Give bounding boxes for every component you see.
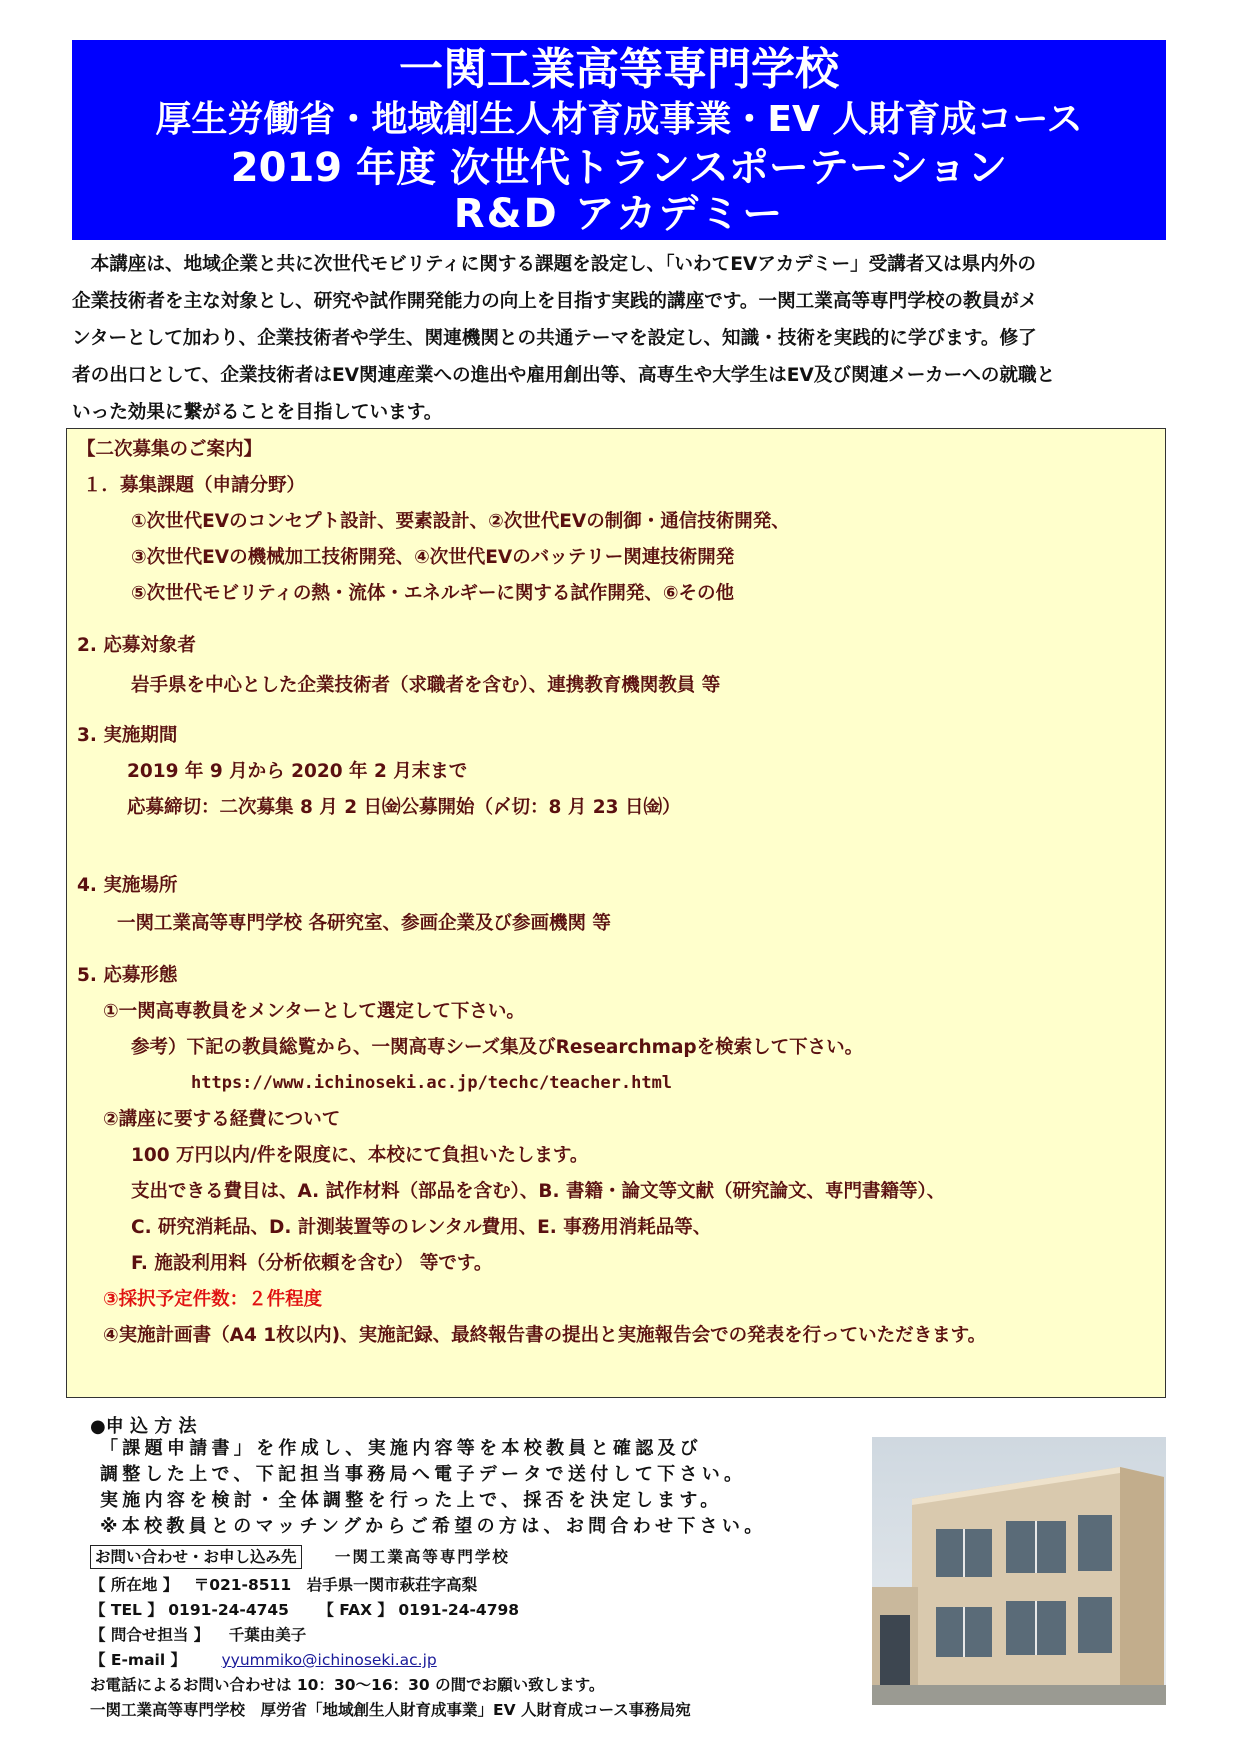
tel-label: 【 TEL 】 bbox=[90, 1601, 163, 1619]
person-label: 【 問合せ担当 】 bbox=[90, 1626, 210, 1644]
intro-line: いった効果に繋がることを目指しています。 bbox=[72, 402, 443, 423]
reporting-requirement: ④実施計画書（A4 1枚以内)、実施記録、最終報告書の提出と実施報告会での発表を行っていただきます。 bbox=[103, 1325, 987, 1346]
expenses-line: 支出できる費目は、A. 試作材料（部品を含む）、B. 書籍・論文等文献（研究論文、専門書籍等）、 bbox=[131, 1181, 946, 1202]
contact-school: 一関工業高等専門学校 bbox=[334, 1548, 510, 1566]
section-4-title: 4. 実施場所 bbox=[77, 875, 178, 896]
application-line: 実施内容を検討・全体調整を行った上で、採否を決定します。 bbox=[100, 1490, 723, 1511]
expenses-line: F. 施設利用料（分析依頼を含む） 等です。 bbox=[131, 1253, 493, 1274]
address-label: 【 所在地 】 bbox=[90, 1576, 179, 1594]
program-title: 厚生労働省・地域創生人材育成事業・EV 人財育成コース bbox=[155, 99, 1083, 140]
school-name-title: 一関工業高等専門学校 bbox=[399, 44, 839, 95]
contact-phone-row bbox=[90, 1603, 519, 1619]
email-link[interactable]: yyummiko@ichinoseki.ac.jp bbox=[221, 1651, 437, 1669]
application-method-body bbox=[100, 1436, 767, 1540]
expenses-line: 100 万円以内/件を限度に、本校にて負担いたします。 bbox=[131, 1145, 589, 1166]
topic-line: ⑤次世代モビリティの熱・流体・エネルギーに関する試作開発、⑥その他 bbox=[131, 583, 734, 604]
topic-line: ①次世代EVのコンセプト設計、要素設計、②次世代EVの制御・通信技術開発、 bbox=[131, 511, 790, 532]
deadline-text: 応募締切：二次募集 8 月 2 日㈮公募開始（〆切：8 月 23 日㈮） bbox=[127, 797, 681, 818]
application-method-heading: ●申 込 方 法 bbox=[90, 1416, 197, 1437]
mentor-instruction: ①一関高専教員をメンターとして選定して下さい。 bbox=[103, 1001, 525, 1022]
contact-person-row bbox=[90, 1628, 306, 1644]
contact-header bbox=[90, 1550, 510, 1566]
expenses-heading: ②講座に要する経費について bbox=[103, 1109, 341, 1130]
academy-title-line1: 2019 年度 次世代トランスポーテーション bbox=[230, 145, 1008, 191]
tel-value: 0191-24-4745 bbox=[168, 1601, 289, 1619]
email-label: 【 E-mail 】 bbox=[90, 1651, 187, 1669]
topic-line: ③次世代EVの機械加工技術開発、④次世代EVのバッテリー関連技術開発 bbox=[131, 547, 735, 568]
recruitment-box bbox=[66, 428, 1166, 1398]
fax-value: 0191-24-4798 bbox=[398, 1601, 520, 1619]
expenses-line: C. 研究消耗品、D. 計測装置等のレンタル費用、E. 事務用消耗品等、 bbox=[131, 1217, 712, 1238]
location-text: 一関工業高等専門学校 各研究室、参画企業及び参画機関 等 bbox=[117, 913, 611, 934]
address-value: 〒021-8511 岩手県一関市萩荘字高梨 bbox=[193, 1576, 478, 1594]
application-line: 「課題申請書」を作成し、実施内容等を本校教員と確認及び bbox=[100, 1438, 703, 1459]
section-1-title: １．募集課題（申請分野） bbox=[83, 475, 306, 496]
phone-hours-note: お電話によるお問い合わせは 10：30～16：30 の間でお願い致します。 bbox=[90, 1676, 605, 1694]
adoption-count: ③採択予定件数：２件程度 bbox=[103, 1289, 323, 1310]
section-2-title: 2. 応募対象者 bbox=[77, 635, 196, 656]
intro-line: 企業技術者を主な対象とし、研究や試作開発能力の向上を目指す実践的講座です。一関工業高等専門学校の教員がメ bbox=[72, 291, 1038, 312]
title-banner bbox=[72, 40, 1166, 240]
person-value: 千葉由美子 bbox=[228, 1626, 307, 1644]
contact-email-row bbox=[90, 1653, 437, 1669]
intro-line: 者の出口として、企業技術者はEV関連産業への進出や雇用創出等、高専生や大学生はEV及び関連メーカーへの就職と bbox=[72, 365, 1056, 386]
intro-line: 本講座は、地域企業と共に次世代モビリティに関する課題を設定し、「いわてEVアカデミー」受講者又は県内外の bbox=[72, 254, 1037, 275]
application-line: 調整した上で、下記担当事務局へ電子データで送付して下さい。 bbox=[100, 1464, 747, 1485]
period-text: 2019 年 9 月から 2020 年 2 月末まで bbox=[127, 761, 468, 782]
application-line: ※本校教員とのマッチングからご希望の方は、お問合わせ下さい。 bbox=[100, 1516, 767, 1537]
recruitment-heading: 【二次募集のご案内】 bbox=[77, 439, 263, 460]
mentor-reference: 参考）下記の教員総覧から、一関高専シーズ集及びResearchmapを検索して下さい。 bbox=[131, 1037, 864, 1058]
academy-title-line2: R&D アカデミー bbox=[453, 191, 785, 237]
contact-address-row bbox=[90, 1578, 477, 1594]
school-building-photo bbox=[872, 1437, 1166, 1705]
office-address-note: 一関工業高等専門学校 厚労省「地域創生人財育成事業」EV 人財育成コース事務局宛 bbox=[90, 1701, 691, 1719]
teacher-directory-link[interactable]: https://www.ichinoseki.ac.jp/techc/teacher.html bbox=[191, 1073, 673, 1093]
intro-paragraph bbox=[72, 246, 1166, 431]
intro-line: ンターとして加わり、企業技術者や学生、関連機関との共通テーマを設定し、知識・技術を実践的に学びます。修了 bbox=[72, 328, 1037, 349]
section-5-title: 5. 応募形態 bbox=[77, 965, 178, 986]
fax-label: 【 FAX 】 bbox=[318, 1601, 393, 1619]
eligibility-text: 岩手県を中心とした企業技術者（求職者を含む）、連携教育機関教員 等 bbox=[131, 675, 721, 696]
section-3-title: 3. 実施期間 bbox=[77, 725, 178, 746]
contact-label: お問い合わせ・お申し込み先 bbox=[90, 1545, 302, 1569]
